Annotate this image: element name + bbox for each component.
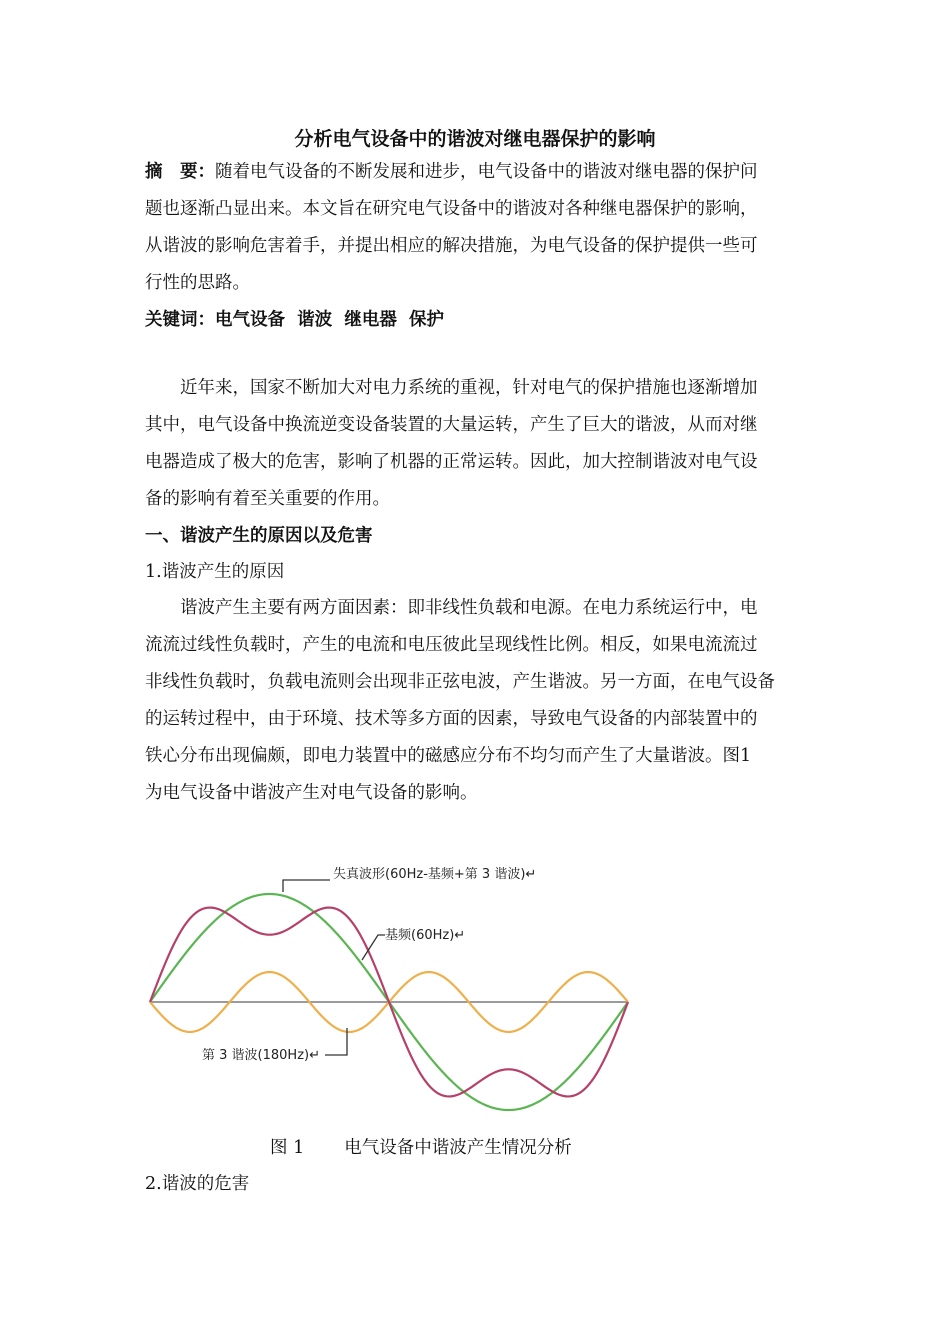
keywords-text: 电气设备 谐波 继电器 保护 (215, 310, 445, 330)
keywords (145, 308, 444, 332)
intro-line-3: 电器造成了极大的危害，影响了机器的正常运转。因此，加大控制谐波对电气设 (145, 452, 758, 472)
intro-line-2: 其中，电气设备中换流逆变设备装置的大量运转，产生了巨大的谐波，从而对继 (145, 415, 758, 435)
label-distorted: 失真波形(60Hz-基频+第 3 谐波)↵ (333, 867, 537, 882)
figure-caption (270, 1136, 572, 1160)
abstract-line-4: 行性的思路。 (145, 273, 250, 293)
abstract-label: 摘 要： (145, 162, 215, 182)
subsection-heading-1: 1.谐波产生的原因 (145, 562, 285, 582)
abstract-line-3: 从谐波的影响危害着手，并提出相应的解决措施，为电气设备的保护提供一些可 (145, 236, 758, 256)
callout-fundamental (362, 935, 385, 960)
callout-distorted (283, 880, 330, 892)
intro-line-1: 近年来，国家不断加大对电力系统的重视，针对电气的保护措施也逐渐增加 (145, 378, 758, 398)
keywords-label: 关键词： (145, 310, 215, 330)
body-line-3: 非线性负载时，负载电流则会出现非正弦电波，产生谐波。另一方面，在电气设备 (145, 672, 775, 692)
abstract-line-1: 摘 要：随着电气设备的不断发展和进步，电气设备中的谐波对继电器的保护问 (145, 162, 758, 182)
intro-line-4: 备的影响有着至关重要的作用。 (145, 489, 390, 509)
label-third-harmonic: 第 3 谐波(180Hz)↵ (202, 1048, 320, 1063)
harmonic-figure (140, 850, 640, 1125)
body-line-4: 的运转过程中，由于环境、技术等多方面的因素，导致电气设备的内部装置中的 (145, 709, 758, 729)
body-line-1: 谐波产生主要有两方面因素：即非线性负载和电源。在电力系统运行中，电 (145, 598, 758, 618)
caption-text: 电气设备中谐波产生情况分析 (344, 1138, 572, 1158)
subsection-heading-2: 2.谐波的危害 (145, 1174, 250, 1194)
label-fundamental: 基频(60Hz)↵ (385, 928, 466, 943)
caption-number: 图 1 (270, 1138, 305, 1158)
section-heading: 一、谐波产生的原因以及危害 (145, 526, 373, 546)
page-title: 分析电气设备中的谐波对继电器保护的影响 (294, 128, 656, 150)
body-line-6: 为电气设备中谐波产生对电气设备的影响。 (145, 783, 478, 803)
body-line-2: 流流过线性负载时，产生的电流和电压彼此呈现线性比例。相反，如果电流流过 (145, 635, 758, 655)
body-line-5: 铁心分布出现偏颇，即电力装置中的磁感应分布不均匀而产生了大量谐波。图1 (145, 746, 752, 766)
abstract-line-2: 题也逐渐凸显出来。本文旨在研究电气设备中的谐波对各种继电器保护的影响， (145, 199, 758, 219)
